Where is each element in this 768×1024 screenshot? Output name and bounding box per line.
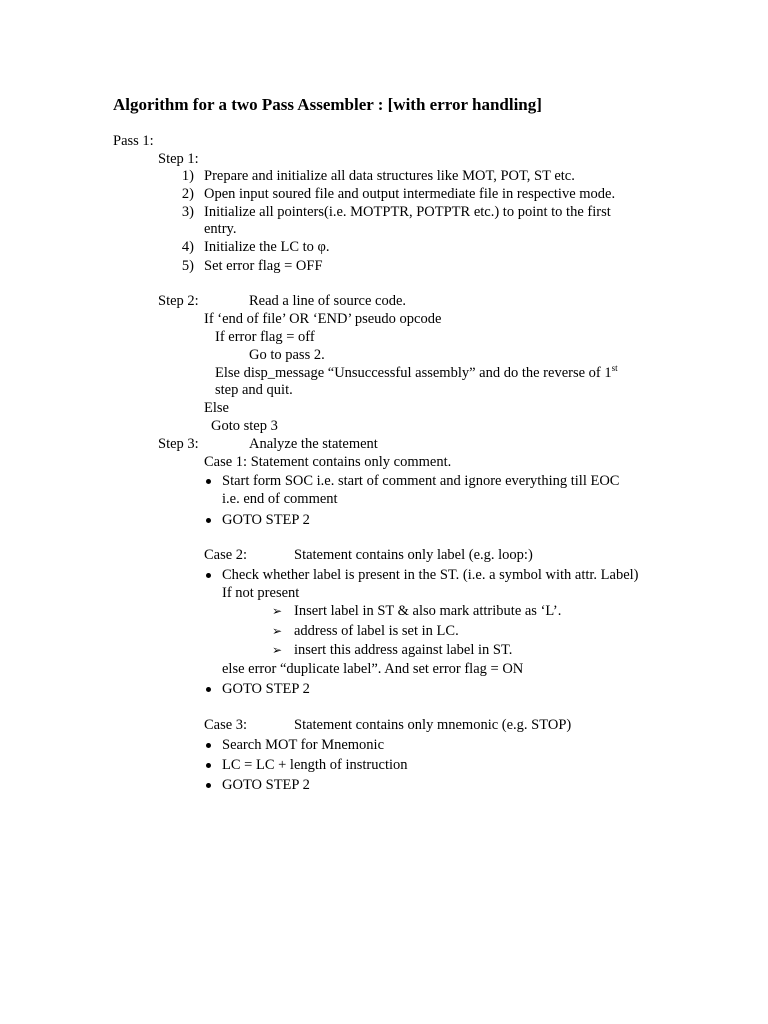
case3-bullet1: Search MOT for Mnemonic — [222, 737, 385, 753]
step3-label: Step 3: — [158, 436, 199, 452]
case2-bullet1: Check whether label is present in the ST. (i.e. a symbol with attr. Label) — [222, 567, 639, 583]
step3-desc: Analyze the statement — [249, 436, 378, 452]
case2-label: Case 2: — [204, 547, 248, 563]
step2-desc: Read a line of source code. — [249, 293, 407, 309]
step1-item4-num: 4) — [181, 239, 194, 255]
bullet-icon — [206, 573, 211, 578]
step2-line7: Goto step 3 — [211, 418, 278, 434]
step1-item4-text: Initialize the LC to φ. — [204, 239, 330, 255]
case1-bullet1-cont: i.e. end of comment — [222, 491, 338, 507]
case1-bullet2: GOTO STEP 2 — [222, 512, 310, 528]
arrow-bullet-icon: ➢ — [272, 604, 283, 618]
arrow-bullet-icon: ➢ — [272, 624, 283, 638]
case2-sub1: Insert label in ST & also mark attribute as ‘L’. — [294, 603, 562, 619]
case2-bullet2: GOTO STEP 2 — [222, 681, 310, 697]
step2-label: Step 2: — [158, 293, 199, 309]
step2-line5: step and quit. — [215, 382, 293, 398]
step1-item3-text: Initialize all pointers(i.e. MOTPTR, POTPTR etc.) to point to the first — [204, 204, 611, 220]
step1-item5-num: 5) — [181, 258, 194, 274]
step1-item1-num: 1) — [181, 168, 194, 184]
step1-item3-num: 3) — [181, 204, 194, 220]
case2-sub2: address of label is set in LC. — [294, 623, 459, 639]
step2-line1: If ‘end of file’ OR ‘END’ pseudo opcode — [204, 311, 442, 327]
case1-title: Case 1: Statement contains only comment. — [204, 454, 452, 470]
document-title: Algorithm for a two Pass Assembler : [with error handling] — [113, 95, 542, 114]
arrow-bullet-icon: ➢ — [272, 643, 283, 657]
case3-bullet3: GOTO STEP 2 — [222, 777, 310, 793]
step2-line6: Else — [204, 400, 229, 416]
bullet-icon — [206, 783, 211, 788]
case2-bullet1-cont: If not present — [222, 585, 300, 601]
case1-bullet1: Start form SOC i.e. start of comment and ignore everything till EOC — [222, 473, 620, 489]
case2-desc: Statement contains only label (e.g. loop:) — [294, 547, 533, 563]
step1-item2-num: 2) — [181, 186, 194, 202]
step2-line4: Else disp_message “Unsuccessful assembly” and do the reverse of 1st — [215, 363, 618, 381]
case2-sub3: insert this address against label in ST. — [294, 642, 513, 658]
step2-line2: If error flag = off — [215, 329, 315, 345]
step1-label: Step 1: — [158, 151, 199, 167]
case3-label: Case 3: — [204, 717, 248, 733]
bullet-icon — [206, 479, 211, 484]
step1-item5-text: Set error flag = OFF — [204, 258, 323, 274]
bullet-icon — [206, 687, 211, 692]
step1-item1-text: Prepare and initialize all data structures like MOT, POT, ST etc. — [204, 168, 575, 184]
step1-item2-text: Open input soured file and output intermediate file in respective mode. — [204, 186, 616, 202]
case3-bullet2: LC = LC + length of instruction — [222, 757, 408, 773]
step2-line3: Go to pass 2. — [249, 347, 325, 363]
case2-else: else error “duplicate label”. And set error flag = ON — [222, 661, 524, 677]
pass1-heading: Pass 1: — [113, 133, 154, 149]
bullet-icon — [206, 743, 211, 748]
bullet-icon — [206, 518, 211, 523]
bullet-icon — [206, 763, 211, 768]
step1-item3-cont: entry. — [204, 221, 237, 237]
case3-desc: Statement contains only mnemonic (e.g. STOP) — [294, 717, 572, 733]
